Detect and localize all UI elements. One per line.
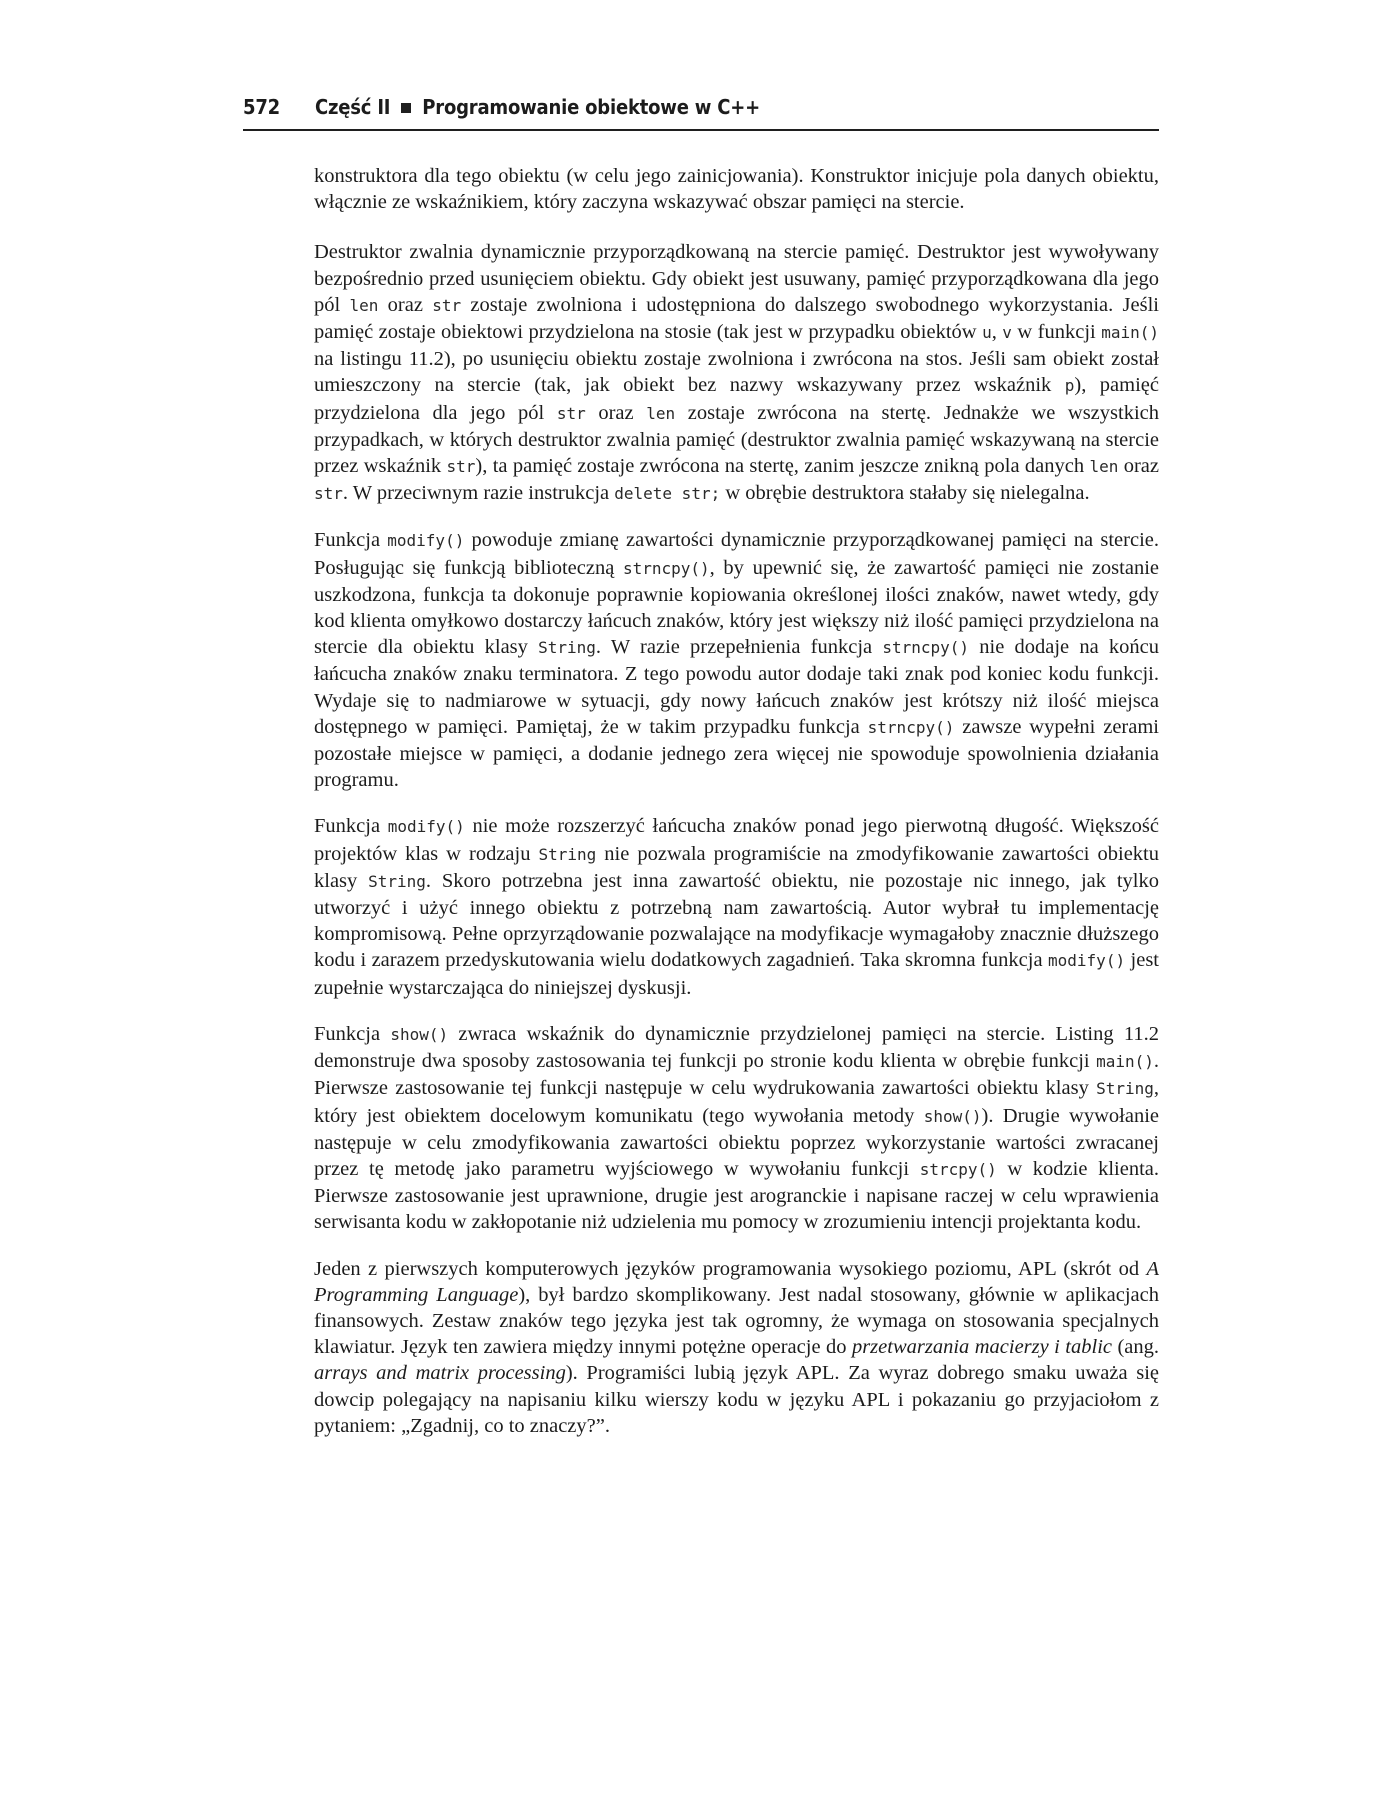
page-number: 572: [243, 95, 280, 119]
text-segment: . Skoro potrzebna jest inna zawartość obiektu, nie pozostaje nic innego, jak tylko utworzyć i użyć innego obiektu z potrzebną nam zawartością. Autor wybrał tu implementację kompromisową. Pełne oprzyrządowanie pozwalające na modyfikacje wymagałoby znacznie dłuższego kodu i zarazem przedyskutowania wielu dodatkowych zagadnień. Taka skromna funkcja: [314, 869, 1159, 972]
text-segment: Funkcja: [314, 815, 388, 838]
text-segment: oraz: [585, 401, 647, 424]
text-segment: zwraca wskaźnik do dynamicznie przydzielonej pamięci na stercie. Listing 11.2 demonstruje dwa sposoby zastosowania tej funkcji po stronie kodu klienta w obrębie funkcji: [314, 1022, 1160, 1073]
inline-code: strncpy(): [867, 717, 955, 737]
text-segment: . W przeciwnym razie instrukcja: [342, 482, 615, 505]
inline-code: str: [446, 457, 476, 477]
text-segment: jest zupełnie wystarczająca do niniejszej dyskusji.: [314, 949, 1159, 999]
text-segment: , który jest obiektem docelowym komunikatu (tego wywołania metody: [314, 1077, 1159, 1127]
text-segment: zawsze wypełni zerami pozostałe miejsce w pamięci, a dodanie jednego zera więcej nie spowoduje spowolnienia działania programu.: [314, 715, 1159, 792]
inline-code: modify(): [387, 531, 465, 551]
body-paragraph: [314, 527, 1159, 793]
text-segment: nie może rozszerzyć łańcucha znaków ponad jego pierwotną długość. Większość projektów klas w rodzaju: [314, 815, 1159, 865]
text-segment: nie dodaje na końcu łańcucha znaków znaku terminatora. Z tego powodu autor dodaje taki znak pod koniec kodu funkcji. Wydaje się to nadmiarowe w sytuacji, gdy nowy łańcuch znaków jest krótszy niż ilość miejsca dostępnego w pamięci. Pamiętaj, że w takim przypadku funkcja: [314, 636, 1159, 738]
part-label: Część II: [315, 95, 391, 119]
inline-code: len: [1089, 457, 1119, 477]
inline-code: len: [349, 295, 379, 315]
text-segment: . Pierwsze zastosowanie tej funkcji następuje w celu wydrukowania zawartości obiektu klasy: [314, 1050, 1159, 1100]
body-paragraph: [314, 1256, 1159, 1439]
square-bullet-icon: [401, 103, 411, 113]
body-paragraph: [314, 163, 1159, 215]
text-segment: , by upewnić się, że zawartość pamięci nie zostanie uszkodzona, funkcja ta dokonuje poprawnie kopiowania określonej ilości znaków, nawet wtedy, gdy kod klienta omyłkowo dostarczy łańcuch znaków, który jest większy niż ilość pamięci przydzielona na stercie dla obiektu klasy: [314, 556, 1159, 659]
text-segment: w obrębie destruktora stałaby się nielegalna.: [720, 482, 1090, 505]
text-segment: zostaje zwrócona na stertę. Jednakże we wszystkich przypadkach, w których destruktor zwalnia pamięć (destruktor zwalnia pamięć wskazywaną na stercie przez wskaźnik: [314, 401, 1159, 478]
running-header-title: [315, 93, 760, 121]
text-segment: na listingu 11.2), po usunięciu obiektu zostaje zwolniona i zwrócona na stos. Jeśli sam obiekt został umieszczony na stercie (tak, jak obiekt bez nazwy wskazywany przez wskaźnik: [314, 348, 1159, 397]
inline-code: show(): [923, 1106, 982, 1126]
text-segment: . W razie przepełnienia funkcja: [595, 636, 883, 659]
inline-code: main(): [1101, 323, 1159, 343]
inline-code: str: [432, 295, 462, 315]
text-segment: Destruktor zwalnia dynamicznie przyporządkowaną na stercie pamięć. Destruktor jest wywoływany bezpośrednio przed usunięciem obiektu. Gdy obiekt jest usuwany, pamięć przyporządkowana dla jego pól: [314, 241, 1159, 316]
inline-code: strncpy(): [622, 558, 710, 578]
inline-code: strncpy(): [882, 638, 970, 658]
inline-code: p: [1064, 376, 1075, 396]
inline-code: modify(): [1048, 951, 1126, 971]
inline-code: strcpy(): [919, 1159, 997, 1179]
italic-text: przetwarzania macierzy i tablic: [851, 1336, 1112, 1359]
body-paragraph: [314, 813, 1159, 1000]
inline-code: show(): [390, 1024, 449, 1044]
italic-text: arrays and matrix processing: [314, 1362, 566, 1385]
inline-code: String: [538, 638, 596, 658]
inline-code: str: [556, 403, 586, 423]
inline-code: delete str;: [614, 484, 721, 504]
text-segment: ), ta pamięć zostaje zwrócona na stertę, zanim jeszcze znikną pola danych: [475, 455, 1090, 478]
text-segment: konstruktora dla tego obiektu (w celu jego zainicjowania). Konstruktor inicjuje pola danych obiektu, włącznie ze wskaźnikiem, który zaczyna wskazywać obszar pamięci na stercie.: [314, 165, 1159, 214]
inline-code: v: [1002, 323, 1012, 343]
text-segment: ), pamięć przydzielona dla jego pól: [314, 374, 1159, 424]
text-segment: oraz: [378, 293, 433, 316]
inline-code: str: [314, 484, 343, 504]
text-segment: Funkcja: [314, 529, 388, 552]
italic-text: A Programming Language: [314, 1257, 1159, 1306]
page-header: [243, 93, 1159, 131]
inline-code: modify(): [387, 817, 465, 837]
text-segment: ), był bardzo skomplikowany. Jest nadal stosowany, głównie w aplikacjach finansowych. Zestaw znaków tego języka jest tak ogromny, że wymaga on stosowania specjalnych klawiatur. Język ten zawiera między innymi potężne operacje do: [314, 1283, 1159, 1359]
text-segment: zostaje zwolniona i udostępniona do dalszego swobodnego wykorzystania. Jeśli pamięć zostaje obiektowi przydzielona na stosie (tak jest w przypadku obiektów: [314, 293, 1159, 344]
inline-code: u: [982, 323, 992, 343]
inline-code: String: [368, 871, 426, 891]
text-segment: Jeden z pierwszych komputerowych języków programowania wysokiego poziomu, APL (skrót od: [314, 1257, 1147, 1280]
text-segment: ,: [991, 321, 1003, 344]
body-paragraph: [314, 1021, 1159, 1236]
text-segment: ). Drugie wywołanie następuje w celu zmodyfikowania zawartości obiektu poprzez wykorzystanie wartości zwracanej przez tę metodę jako parametru wyjściowego w wywołaniu funkcji: [314, 1104, 1159, 1180]
text-segment: powoduje zmianę zawartości dynamicznie przyporządkowanej pamięci na stercie. Posługując się funkcją biblioteczną: [314, 529, 1159, 579]
text-segment: w funkcji: [1011, 321, 1102, 344]
text-segment: Funkcja: [314, 1022, 391, 1045]
text-segment: nie pozwala programiście na zmodyfikowanie zawartości obiektu klasy: [314, 842, 1159, 892]
inline-code: String: [1096, 1079, 1154, 1099]
body-paragraph: [314, 239, 1159, 507]
text-segment: oraz: [1118, 455, 1159, 478]
chapter-title: Programowanie obiektowe w C++: [422, 95, 761, 119]
page-body: [314, 163, 1159, 1459]
inline-code: len: [646, 403, 676, 423]
text-segment: (ang.: [1112, 1336, 1159, 1359]
text-segment: ). Programiści lubią język APL. Za wyraz dobrego smaku uważa się dowcip polegający na napisaniu kilku wierszy kodu w języku APL i pokazaniu go przyjaciołom z pytaniem: „Zgadnij, co to znaczy?”.: [314, 1362, 1159, 1437]
inline-code: String: [538, 844, 597, 864]
inline-code: main(): [1096, 1052, 1154, 1072]
text-segment: w kodzie klienta. Pierwsze zastosowanie jest uprawnione, drugie jest arogranckie i napisane raczej w celu wprawienia serwisanta kodu w zakłopotanie niż udzielenia mu pomocy w zrozumieniu intencji projektanta kodu.: [314, 1157, 1159, 1234]
